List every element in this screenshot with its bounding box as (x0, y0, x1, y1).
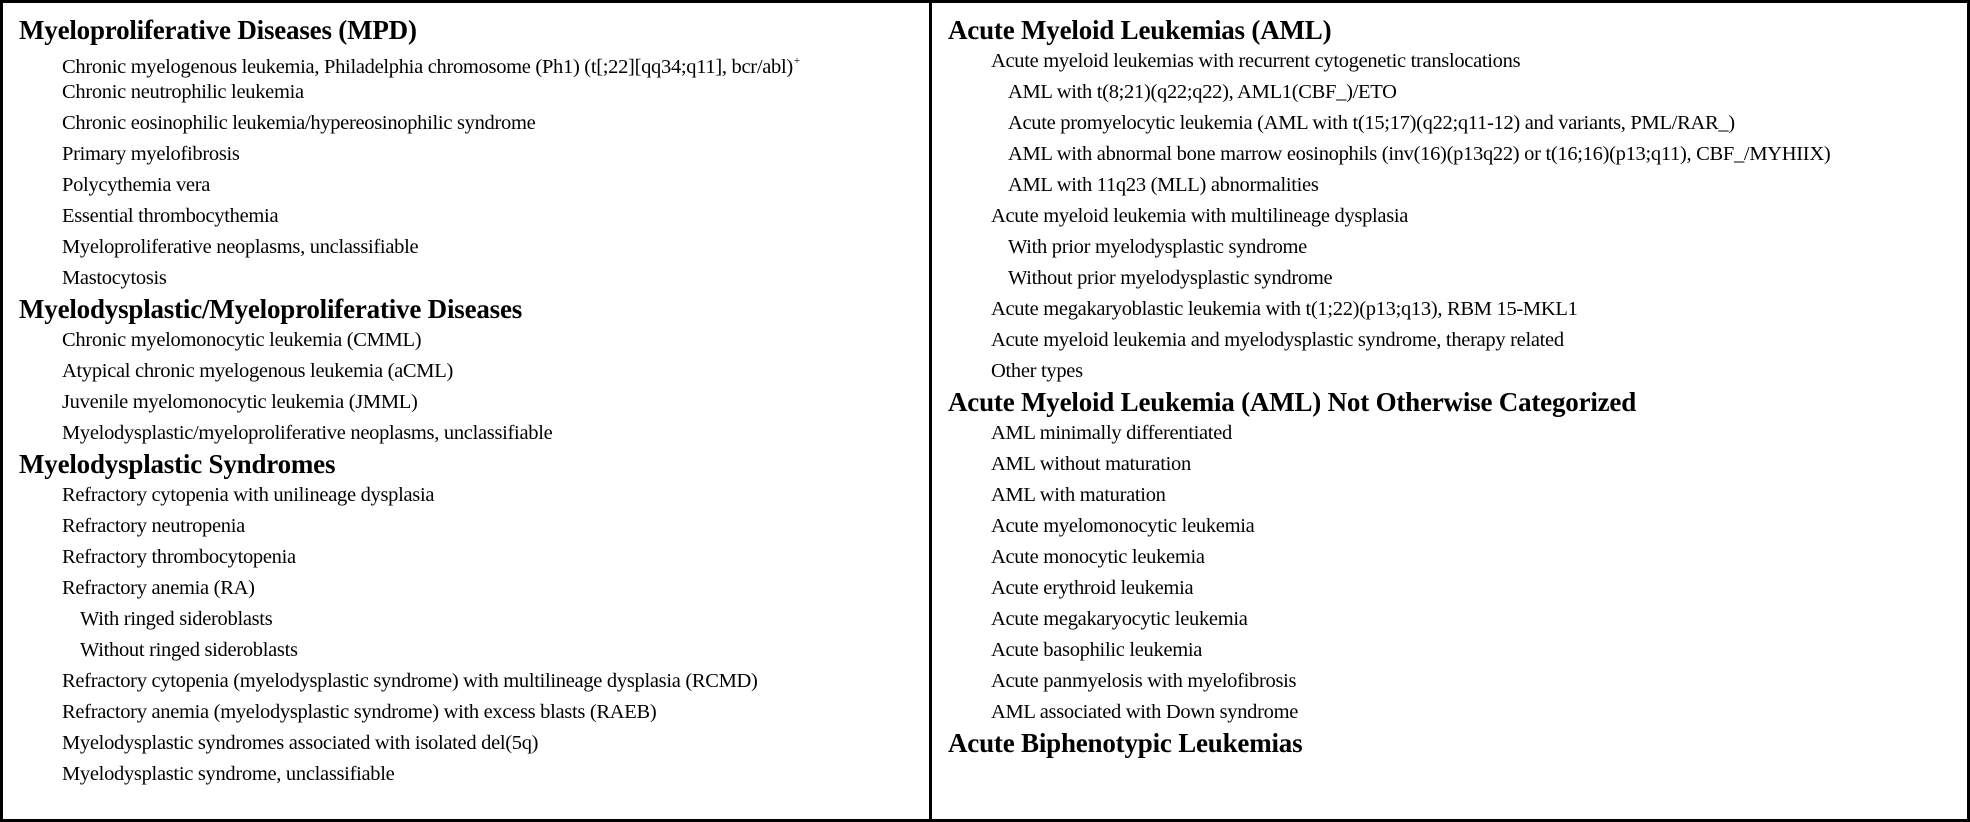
left-sections (19, 15, 929, 790)
list-item (19, 418, 929, 449)
item-label: Mastocytosis (62, 267, 167, 289)
list-item (19, 573, 929, 604)
list-item (19, 542, 929, 573)
item-label: Acute megakaryocytic leukemia (991, 608, 1248, 630)
item-label: Essential thrombocythemia (62, 205, 279, 227)
list-item (19, 139, 929, 170)
right-sections (948, 15, 1967, 759)
list-item (19, 46, 929, 77)
list-item (948, 325, 1967, 356)
list-item (19, 325, 929, 356)
list-subitem (19, 604, 929, 635)
list-item (19, 511, 929, 542)
item-label: Myelodysplastic syndrome, unclassifiable (62, 763, 395, 785)
list-subitem (948, 263, 1967, 294)
list-item (948, 604, 1967, 635)
item-label: Acute basophilic leukemia (991, 639, 1203, 661)
list-item (948, 418, 1967, 449)
item-label: Other types (991, 360, 1083, 382)
item-label: Chronic eosinophilic leukemia/hypereosinophilic syndrome (62, 112, 536, 134)
item-label: Juvenile myelomonocytic leukemia (JMML) (62, 391, 418, 413)
item-label: Refractory cytopenia (myelodysplastic syndrome) with multilineage dysplasia (RCMD) (62, 670, 758, 692)
item-label: AML with t(8;21)(q22;q22), AML1(CBF_)/ETO (1008, 81, 1397, 103)
item-label: Chronic myelomonocytic leukemia (CMML) (62, 329, 422, 351)
list-subitem (948, 108, 1967, 139)
item-label: Acute panmyelosis with myelofibrosis (991, 670, 1297, 692)
item-label: Acute myeloid leukemia with multilineage dysplasia (991, 205, 1409, 227)
list-item (948, 480, 1967, 511)
item-label: Acute myeloid leukemias with recurrent cytogenetic translocations (991, 50, 1521, 72)
list-item (948, 635, 1967, 666)
item-label: Acute monocytic leukemia (991, 546, 1205, 568)
list-item (948, 511, 1967, 542)
section-heading: Acute Myeloid Leukemia (AML) Not Otherwise Categorized (948, 387, 1637, 417)
list-subitem (948, 139, 1967, 170)
list-item (948, 294, 1967, 325)
list-item (948, 666, 1967, 697)
list-item (19, 728, 929, 759)
item-label: AML with abnormal bone marrow eosinophils (inv(16)(p13q22) or t(16;16)(p13;q11), CBF_/MYHIIX) (1008, 143, 1831, 165)
list-item (19, 201, 929, 232)
list-item (19, 232, 929, 263)
list-item (19, 666, 929, 697)
item-label: Without ringed sideroblasts (80, 639, 298, 661)
list-item (948, 201, 1967, 232)
item-label: AML with maturation (991, 484, 1166, 506)
section-heading: Acute Myeloid Leukemias (AML) (948, 15, 1332, 45)
item-label: Myeloproliferative neoplasms, unclassifiable (62, 236, 419, 258)
section-heading: Myelodysplastic/Myeloproliferative Diseases (19, 294, 523, 324)
item-label: Polycythemia vera (62, 174, 211, 196)
left-column (3, 3, 932, 819)
footnote-marker: + (793, 55, 800, 67)
list-item (19, 77, 929, 108)
item-label: Without prior myelodysplastic syndrome (1008, 267, 1333, 289)
list-item (19, 263, 929, 294)
list-item (19, 108, 929, 139)
item-label: Acute promyelocytic leukemia (AML with t(15;17)(q22;q11-12) and variants, PML/RAR_) (1008, 112, 1735, 134)
section-heading: Myeloproliferative Diseases (MPD) (19, 15, 417, 45)
item-label: Refractory anemia (myelodysplastic syndrome) with excess blasts (RAEB) (62, 701, 657, 723)
item-label: AML with 11q23 (MLL) abnormalities (1008, 174, 1319, 196)
item-label: Primary myelofibrosis (62, 143, 240, 165)
item-label: With ringed sideroblasts (80, 608, 273, 630)
item-label: Chronic neutrophilic leukemia (62, 81, 304, 103)
list-item (19, 480, 929, 511)
list-item (948, 573, 1967, 604)
list-item (948, 697, 1967, 728)
list-item (19, 697, 929, 728)
item-label: Acute myeloid leukemia and myelodysplastic syndrome, therapy related (991, 329, 1564, 351)
list-item (19, 170, 929, 201)
item-label: With prior myelodysplastic syndrome (1008, 236, 1307, 258)
list-subitem (19, 635, 929, 666)
item-label: AML minimally differentiated (991, 422, 1232, 444)
list-item (948, 356, 1967, 387)
list-item (948, 449, 1967, 480)
item-label: Acute myelomonocytic leukemia (991, 515, 1255, 537)
list-subitem (948, 170, 1967, 201)
list-subitem (948, 77, 1967, 108)
item-label: AML without maturation (991, 453, 1191, 475)
list-item (19, 759, 929, 790)
list-item (19, 356, 929, 387)
item-label: Atypical chronic myelogenous leukemia (aCML) (62, 360, 453, 382)
right-column (932, 3, 1967, 819)
section-heading: Myelodysplastic Syndromes (19, 449, 336, 479)
section-heading: Acute Biphenotypic Leukemias (948, 728, 1303, 758)
item-label: Refractory neutropenia (62, 515, 245, 537)
item-label: Myelodysplastic/myeloproliferative neoplasms, unclassifiable (62, 422, 553, 444)
list-item (948, 542, 1967, 573)
item-label: AML associated with Down syndrome (991, 701, 1299, 723)
item-label: Refractory cytopenia with unilineage dysplasia (62, 484, 435, 506)
list-item (19, 387, 929, 418)
item-label: Acute erythroid leukemia (991, 577, 1194, 599)
item-label: Refractory anemia (RA) (62, 577, 255, 599)
item-label: Chronic myelogenous leukemia, Philadelphia chromosome (Ph1) (t[;22][qq34;q11], bcr/abl) (62, 56, 793, 78)
item-label: Acute megakaryoblastic leukemia with t(1;22)(p13;q13), RBM 15-MKL1 (991, 298, 1578, 320)
item-label: Myelodysplastic syndromes associated with isolated del(5q) (62, 732, 539, 754)
item-label: Refractory thrombocytopenia (62, 546, 296, 568)
list-subitem (948, 232, 1967, 263)
list-item (948, 46, 1967, 77)
